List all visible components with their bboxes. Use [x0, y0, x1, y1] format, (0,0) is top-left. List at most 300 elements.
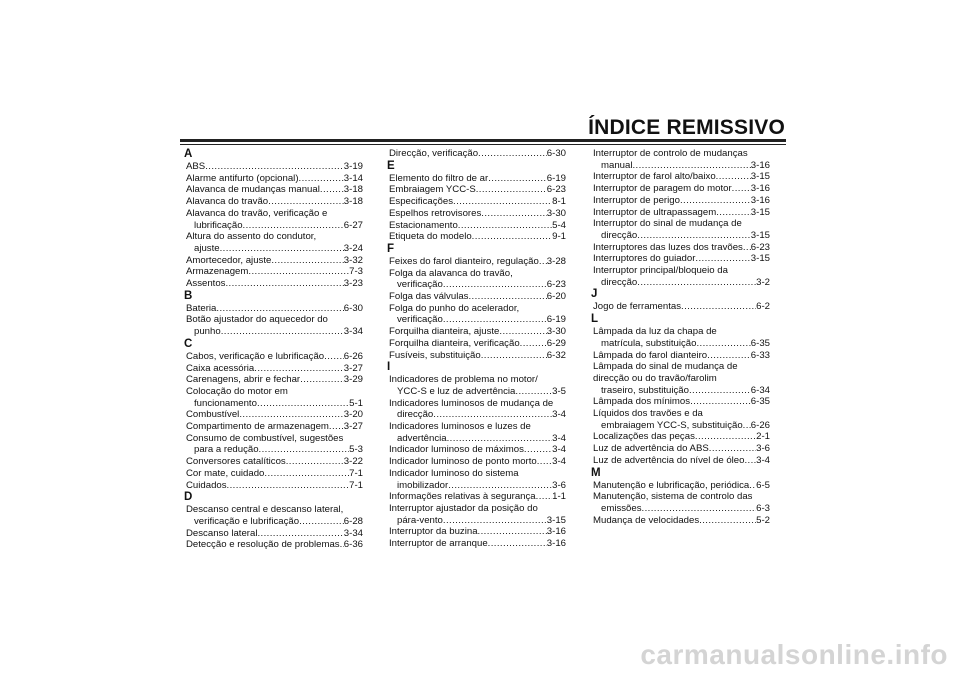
page-number: 3-34: [343, 326, 363, 338]
dot-leader: [286, 456, 344, 468]
index-entry: [184, 409, 363, 421]
entry-text: embraiagem YCC-S, substituição: [601, 419, 743, 431]
index-entry: [184, 351, 363, 363]
page-number: 6-20: [546, 291, 566, 303]
dot-leader: [743, 420, 751, 432]
page-number: 6-19: [546, 172, 566, 184]
entry-text: Indicador luminoso do sistema: [389, 467, 519, 479]
page-number: 3-16: [546, 538, 566, 550]
index-entry: [387, 231, 566, 243]
dot-leader: [329, 421, 344, 433]
entry-row: [389, 526, 566, 538]
entry-row: [593, 171, 770, 183]
entry-row: [186, 480, 363, 492]
entry-text: funcionamento: [194, 397, 257, 409]
index-entry: [387, 456, 566, 468]
entry-text: Consumo de combustível, sugestões: [186, 432, 344, 444]
dot-leader: [468, 291, 546, 303]
page-number: 5-2: [756, 514, 770, 526]
page-number: 3-6: [552, 479, 566, 491]
page-number: 6-19: [546, 314, 566, 326]
section-letter: L: [591, 313, 599, 326]
index-entry: [387, 503, 566, 526]
index-entry: [387, 268, 566, 291]
dot-leader: [743, 242, 751, 254]
watermark: carmanualsonline.info: [640, 639, 948, 670]
index-entry: [184, 363, 363, 375]
entry-text: direcção: [601, 229, 638, 241]
page-number: 6-29: [546, 337, 566, 349]
index-entry: [387, 338, 566, 350]
entry-text: Espelhos retrovisores: [389, 207, 482, 219]
page-number: 3-6: [756, 443, 770, 455]
entry-text: Folga da alavanca do travão,: [389, 267, 513, 279]
entry-text: verificação e lubrificação: [194, 515, 300, 527]
dot-leader: [539, 256, 547, 268]
entry-row: [186, 255, 363, 267]
entry-text: Alarme antifurto (opcional): [186, 172, 299, 184]
entry-text: Interruptor da buzina: [389, 526, 478, 538]
dot-leader: [239, 409, 343, 421]
dot-leader: [264, 468, 349, 480]
index-entry: [591, 242, 770, 254]
entry-row: [593, 183, 770, 195]
entry-text: Caixa acessória: [186, 362, 255, 374]
dot-leader: [254, 363, 344, 375]
entry-text: Alavanca do travão, verificação e: [186, 207, 328, 219]
page-number: 3-4: [756, 454, 770, 466]
entry-row: [389, 148, 566, 160]
entry-text: Descanso lateral: [186, 527, 258, 539]
dot-leader: [205, 161, 344, 173]
entry-text: direcção: [397, 409, 434, 421]
entry-text: Elemento do filtro de ar: [389, 172, 489, 184]
entry-text: Folga do punho do acelerador,: [389, 302, 520, 314]
index-entry: [591, 431, 770, 443]
entry-text: Especificações: [389, 196, 453, 208]
index-entry: [184, 539, 363, 551]
dot-leader: [472, 231, 552, 243]
entry-row: [389, 386, 566, 398]
index-entry: [184, 468, 363, 480]
entry-row: [186, 409, 363, 421]
index-entry: [387, 220, 566, 232]
dot-leader: [443, 314, 547, 326]
entry-text: Botão ajustador do aquecedor do: [186, 314, 328, 326]
index-entry: [591, 148, 770, 171]
dot-leader: [299, 516, 344, 528]
index-entry: [387, 444, 566, 456]
entry-text: Indicadores de problema no motor/: [389, 374, 538, 386]
page-number: 3-5: [552, 385, 566, 397]
index-entry: [387, 208, 566, 220]
page-number: 3-4: [552, 432, 566, 444]
index-entry: [184, 433, 363, 456]
entry-text: Indicador luminoso de ponto morto: [389, 456, 537, 468]
page-number: 3-18: [343, 184, 363, 196]
index-entry: [591, 218, 770, 241]
entry-text: Forquilha dianteira, verificação: [389, 337, 520, 349]
page-number: 6-35: [750, 396, 770, 408]
index-entry: [184, 208, 363, 231]
entry-text: emissões: [601, 502, 642, 514]
entry-text: Luz de advertência do nível de óleo: [593, 454, 745, 466]
page-number: 3-23: [343, 278, 363, 290]
dot-leader: [433, 409, 552, 421]
page-number: 5-3: [349, 444, 363, 456]
entry-row: [186, 456, 363, 468]
page-number: 3-16: [750, 194, 770, 206]
entry-text: Interruptor de perigo: [593, 194, 680, 206]
dot-leader: [716, 207, 751, 219]
entry-text: Interruptores do guiador: [593, 253, 696, 265]
dot-leader: [690, 396, 751, 408]
page-number: 6-27: [343, 219, 363, 231]
dot-leader: [699, 515, 756, 527]
page-number: 3-15: [750, 253, 770, 265]
index-entry: [591, 408, 770, 431]
dot-leader: [481, 208, 547, 220]
index-entry: [591, 171, 770, 183]
entry-row: [593, 242, 770, 254]
page-number: 3-30: [546, 207, 566, 219]
page-number: 3-34: [343, 527, 363, 539]
dot-leader: [453, 196, 552, 208]
section-letter: D: [184, 491, 193, 504]
index-entry: [591, 253, 770, 265]
entry-row: [593, 195, 770, 207]
entry-text: Direcção, verificação: [389, 148, 479, 159]
entry-text: YCC-S e luz de advertência: [397, 385, 516, 397]
entry-row: [389, 456, 566, 468]
index-entry: [184, 374, 363, 386]
index-entry: [184, 480, 363, 492]
section-letter: F: [387, 242, 395, 255]
entry-row: [593, 350, 770, 362]
page-number: 3-4: [552, 409, 566, 421]
entry-text: Cor mate, cuidado: [186, 467, 265, 479]
entry-text: Descanso central e descanso lateral,: [186, 504, 344, 516]
page-number: 3-16: [546, 526, 566, 538]
page-number: 6-3: [756, 502, 770, 514]
entry-row: [186, 184, 363, 196]
entry-row: [593, 207, 770, 219]
index-entry: [387, 303, 566, 326]
entry-text: ABS: [186, 161, 206, 172]
entry-row: [186, 374, 363, 386]
dot-leader: [259, 444, 350, 456]
entry-row: [389, 314, 566, 326]
index-column-3: [591, 148, 770, 526]
entry-text: Jogo de ferramentas: [593, 301, 681, 313]
entry-text: Lâmpada dos mínimos: [593, 396, 691, 408]
entry-text: Interruptores das luzes dos travões: [593, 241, 743, 253]
entry-text: Localizações das peças: [593, 431, 695, 443]
index-entry: [387, 326, 566, 338]
entry-row: [389, 409, 566, 421]
entry-row: [186, 161, 363, 173]
page-number: 2-1: [756, 431, 770, 443]
entry-row: [593, 277, 770, 289]
entry-row: [593, 443, 770, 455]
dot-leader: [632, 160, 750, 172]
index-entry: [387, 196, 566, 208]
entry-row: [389, 279, 566, 291]
page-number: 6-5: [756, 479, 770, 491]
page-number: 6-23: [750, 241, 770, 253]
index-entry: [591, 207, 770, 219]
page-number: 7-3: [349, 266, 363, 278]
entry-row: [186, 468, 363, 480]
entry-row: [389, 326, 566, 338]
entry-text: advertência: [397, 432, 447, 444]
index-column-2: [387, 148, 566, 550]
index-entry: [591, 515, 770, 527]
entry-row: [186, 539, 363, 551]
entry-row: [389, 480, 566, 492]
dot-leader: [520, 338, 547, 350]
entry-row: [186, 173, 363, 185]
dot-leader: [642, 503, 757, 515]
entry-row: [593, 515, 770, 527]
section-letter: M: [591, 466, 601, 479]
entry-text: Cuidados: [186, 479, 227, 491]
entry-row: [593, 431, 770, 443]
entry-text: Luz de advertência do ABS: [593, 443, 709, 455]
page-number: 3-16: [750, 183, 770, 195]
dot-leader: [696, 338, 750, 350]
entry-text: Indicador luminoso de máximos: [389, 444, 524, 456]
page-number: 3-18: [343, 196, 363, 208]
index-entry: [387, 398, 566, 421]
page-number: 3-30: [546, 326, 566, 338]
entry-text: Colocação do motor em: [186, 385, 288, 397]
page-number: 3-4: [552, 444, 566, 456]
entry-text: Lâmpada da luz da chapa de: [593, 326, 717, 338]
dot-leader: [689, 385, 751, 397]
section-letter: A: [184, 148, 193, 160]
entry-text: traseiro, substituição: [601, 384, 689, 396]
dot-leader: [227, 480, 350, 492]
index-entry: [591, 195, 770, 207]
dot-leader: [524, 444, 552, 456]
page-number: 3-27: [343, 362, 363, 374]
index-entry: [184, 255, 363, 267]
index-entry: [387, 350, 566, 362]
entry-text: Detecção e resolução de problemas: [186, 539, 340, 551]
entry-text: pára-vento: [397, 514, 443, 526]
entry-text: Compartimento de armazenagem: [186, 421, 329, 433]
index-entry: [184, 314, 363, 337]
page-number: 8-1: [552, 196, 566, 208]
entry-text: Mudança de velocidades: [593, 514, 700, 526]
entry-text: matrícula, substituição: [601, 337, 697, 349]
index-entry: [591, 361, 770, 396]
entry-text: Manutenção e lubrificação, periódica: [593, 479, 750, 491]
index-entry: [184, 421, 363, 433]
entry-text: Interruptor de arranque: [389, 538, 488, 550]
index-entry: [184, 196, 363, 208]
dot-leader: [680, 195, 751, 207]
dot-leader: [243, 220, 344, 232]
index-entry: [387, 291, 566, 303]
entry-text: ajuste: [194, 242, 220, 254]
index-entry: [591, 480, 770, 492]
dot-leader: [749, 480, 756, 492]
index-entry: [387, 421, 566, 444]
entry-row: [593, 385, 770, 397]
dot-leader: [448, 480, 552, 492]
entry-row: [593, 338, 770, 350]
dot-leader: [320, 184, 344, 196]
page-number: 3-32: [343, 254, 363, 266]
dot-leader: [268, 196, 344, 208]
index-entry: [591, 326, 770, 349]
page-number: 7-1: [349, 467, 363, 479]
page-number: 3-27: [343, 421, 363, 433]
page-number: 9-1: [552, 231, 566, 243]
dot-leader: [225, 278, 343, 290]
entry-row: [389, 256, 566, 268]
entry-text: Etiqueta do modelo: [389, 231, 472, 243]
dot-leader: [271, 255, 343, 267]
page-number: 3-2: [756, 276, 770, 288]
entry-text: Amortecedor, ajuste: [186, 254, 272, 266]
index-entry: [387, 173, 566, 185]
index-entry: [591, 350, 770, 362]
entry-text: Interruptor de paragem do motor: [593, 183, 732, 195]
page-number: 6-33: [750, 349, 770, 361]
page-number: 6-35: [750, 337, 770, 349]
index-entry: [184, 278, 363, 290]
dot-leader: [220, 243, 344, 255]
index-entry: [591, 301, 770, 313]
dot-leader: [488, 538, 547, 550]
entry-row: [186, 398, 363, 410]
entry-row: [186, 516, 363, 528]
index-entry: [591, 183, 770, 195]
page-number: 6-2: [756, 301, 770, 313]
entry-text: lubrificação: [194, 219, 243, 231]
dot-leader: [447, 433, 553, 445]
title-rule-thick: [180, 139, 786, 142]
dot-leader: [216, 303, 343, 315]
index-entry: [387, 374, 566, 397]
entry-text: Líquidos dos travões e da: [593, 408, 703, 420]
entry-text: Folga das válvulas: [389, 291, 469, 303]
dot-leader: [300, 374, 344, 386]
entry-text: direcção ou do travão/farolim: [593, 372, 717, 384]
page-number: 6-34: [750, 384, 770, 396]
entry-text: Interruptor de controlo de mudanças: [593, 148, 748, 159]
entry-row: [593, 160, 770, 172]
entry-row: [186, 243, 363, 255]
index-entry: [184, 303, 363, 315]
entry-row: [389, 208, 566, 220]
entry-row: [593, 480, 770, 492]
entry-text: Indicadores luminosos e luzes de: [389, 421, 531, 433]
entry-row: [389, 338, 566, 350]
entry-text: Bateria: [186, 302, 217, 314]
section-letter: I: [387, 361, 391, 374]
section-letter: J: [591, 288, 598, 301]
dot-leader: [499, 326, 546, 338]
index-entry: [184, 161, 363, 173]
index-entry: [591, 491, 770, 514]
entry-row: [389, 184, 566, 196]
entry-text: verificação: [397, 279, 443, 291]
entry-text: Forquilha dianteira, ajuste: [389, 326, 500, 338]
entry-row: [389, 231, 566, 243]
entry-row: [593, 396, 770, 408]
entry-text: Combustível: [186, 409, 240, 421]
dot-leader: [681, 301, 756, 313]
dot-leader: [257, 398, 349, 410]
entry-text: Interruptor ajustador da posição do: [389, 502, 538, 514]
dot-leader: [257, 528, 343, 540]
entry-text: Interruptor de ultrapassagem: [593, 206, 717, 218]
page-title: ÍNDICE REMISSIVO: [588, 116, 785, 139]
entry-text: Embraiagem YCC-S: [389, 184, 476, 196]
entry-text: Assentos: [186, 278, 226, 290]
entry-text: Interruptor de farol alto/baixo: [593, 171, 716, 183]
page-number: 5-4: [552, 219, 566, 231]
index-entry: [184, 231, 363, 254]
page-number: 6-30: [546, 148, 566, 159]
page-number: 6-23: [546, 184, 566, 196]
section-letter: E: [387, 159, 395, 172]
title-rule-thin: [180, 144, 786, 145]
entry-text: Alavanca do travão: [186, 196, 269, 208]
dot-leader: [478, 526, 547, 538]
entry-text: Indicadores luminosos de mudança de: [389, 397, 554, 409]
entry-row: [186, 326, 363, 338]
entry-text: Fusíveis, substituição: [389, 349, 481, 361]
entry-row: [186, 444, 363, 456]
dot-leader: [515, 386, 552, 398]
entry-row: [593, 455, 770, 467]
dot-leader: [478, 148, 547, 160]
entry-text: Conversores catalíticos: [186, 456, 286, 468]
index-entry: [387, 538, 566, 550]
index-entry: [591, 455, 770, 467]
entry-text: Estacionamento: [389, 219, 458, 231]
entry-text: Lâmpada do farol dianteiro: [593, 349, 708, 361]
entry-text: Informações relativas à segurança: [389, 491, 536, 503]
dot-leader: [695, 253, 750, 265]
page-number: 3-15: [750, 229, 770, 241]
dot-leader: [299, 173, 344, 185]
entry-text: Interruptor principal/bloqueio da: [593, 265, 728, 277]
index-entry: [387, 526, 566, 538]
index-entry: [591, 396, 770, 408]
entry-text: Altura do assento do condutor,: [186, 231, 317, 243]
entry-row: [593, 253, 770, 265]
dot-leader: [537, 456, 552, 468]
entry-row: [389, 491, 566, 503]
index-entry: [184, 504, 363, 527]
entry-row: [186, 220, 363, 232]
page-number: 3-19: [343, 161, 363, 172]
dot-leader: [476, 184, 547, 196]
entry-row: [186, 528, 363, 540]
entry-row: [593, 503, 770, 515]
dot-leader: [458, 220, 552, 232]
entry-row: [186, 421, 363, 433]
entry-text: Lâmpada do sinal de mudança de: [593, 361, 738, 373]
index-entry: [184, 184, 363, 196]
page-number: 3-15: [546, 514, 566, 526]
